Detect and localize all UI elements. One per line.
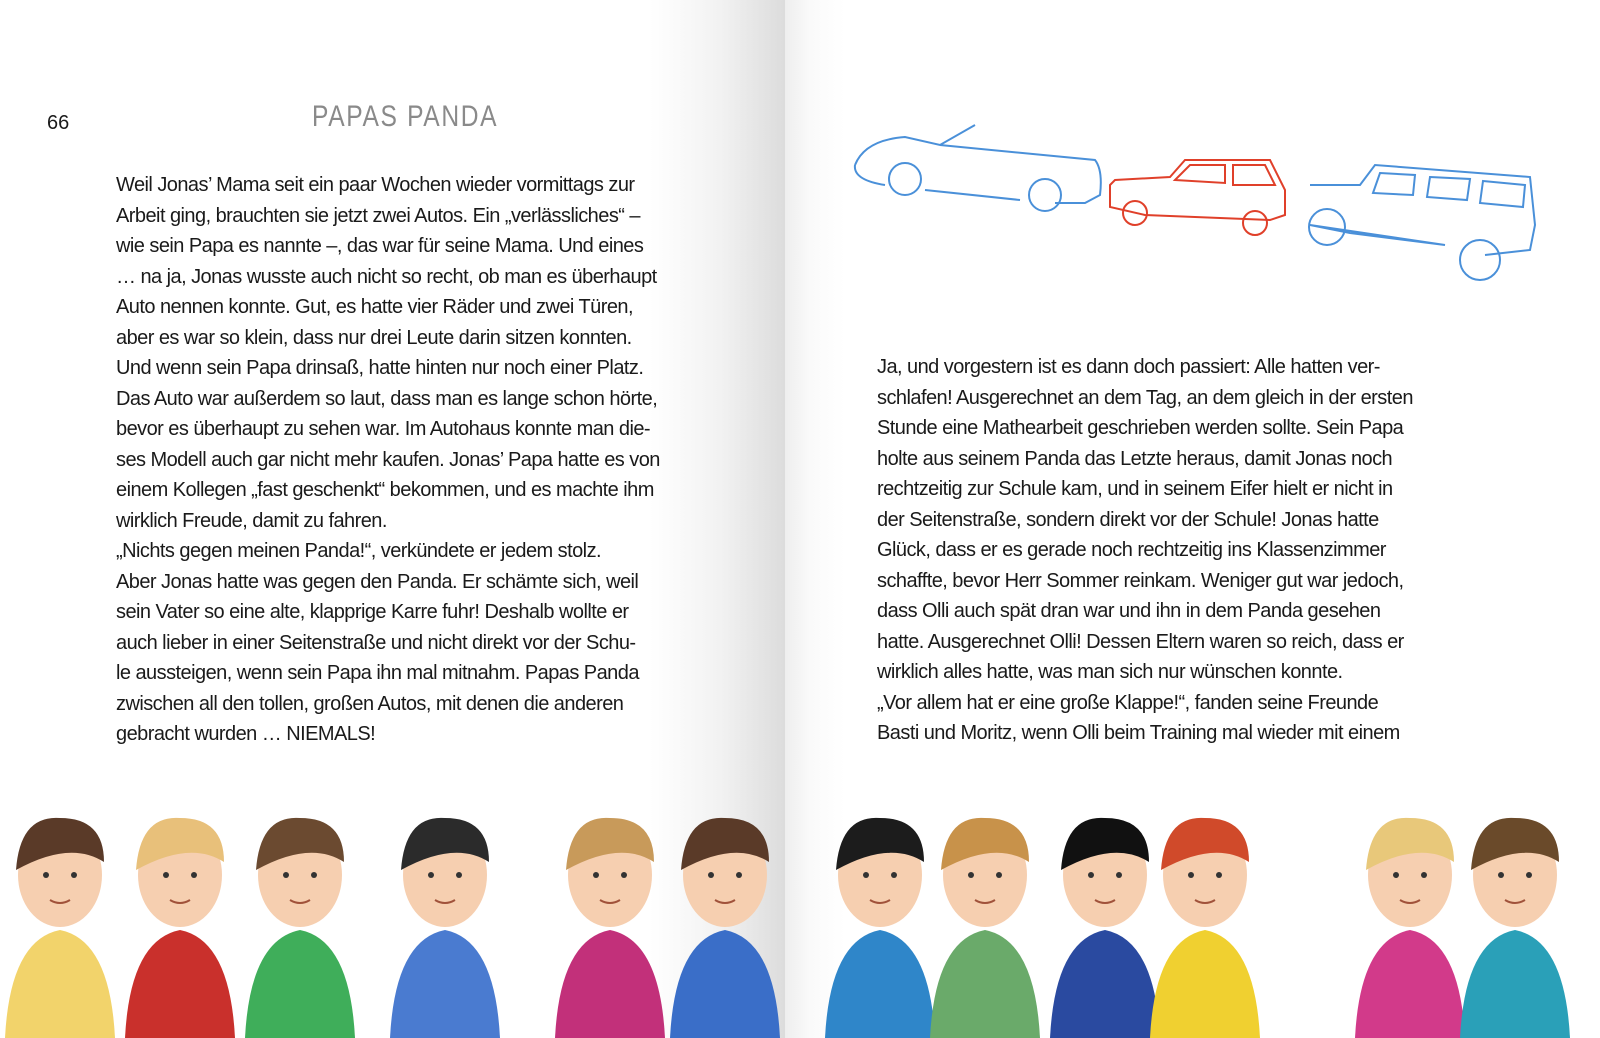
chapter-title: PAPAS PANDA <box>312 100 499 133</box>
children-illustration <box>0 790 1600 1038</box>
child-figure <box>1050 818 1160 1038</box>
suv-car-sketch <box>1309 165 1535 280</box>
page-number: 66 <box>47 112 70 134</box>
text-line: wirklich alles hatte, was man sich nur wünschen konnte. <box>877 661 1343 683</box>
child-figure <box>245 818 355 1038</box>
text-line: aber es war so klein, dass nur drei Leute darin sitzen konnten. <box>116 326 632 349</box>
text-line: auch lieber in einer Seitenstraße und nicht direkt vor der Schu- <box>116 631 636 654</box>
text-line: Weil Jonas’ Mama seit ein paar Wochen wieder vormittags zur <box>116 174 635 196</box>
text-line: zwischen all den tollen, großen Autos, mit denen die anderen <box>116 692 624 715</box>
convertible-car-sketch <box>855 125 1101 211</box>
text-line: Das Auto war außerdem so laut, dass man es lange schon hörte, <box>116 387 658 410</box>
child-figure <box>555 818 665 1038</box>
child-figure <box>1150 818 1260 1038</box>
text-line: … na ja, Jonas wusste auch nicht so recht, ob man es überhaupt <box>116 265 657 288</box>
text-line: Und wenn sein Papa drinsaß, hatte hinten nur noch einer Platz. <box>116 357 644 379</box>
text-line: Glück, dass er es gerade noch rechtzeitig ins Klassenzimmer <box>877 539 1386 561</box>
text-line: holte aus seinem Panda das Letzte heraus, damit Jonas noch <box>877 447 1393 470</box>
text-line: wie sein Papa es nannte –, das war für seine Mama. Und eines <box>116 235 644 257</box>
text-line: Stunde eine Mathearbeit geschrieben werden sollte. Sein Papa <box>877 417 1404 439</box>
text-line: sein Vater so eine alte, klapprige Karre fuhr! Deshalb wollte er <box>116 601 629 623</box>
text-line: bevor es überhaupt zu sehen war. Im Autohaus konnte man die- <box>116 418 651 440</box>
child-figure <box>670 818 780 1038</box>
text-line: gebracht wurden … NIEMALS! <box>116 723 376 745</box>
text-line: rechtzeitig zur Schule kam, und in seinem Eifer hielt er nicht in <box>877 478 1393 500</box>
child-figure <box>5 818 115 1038</box>
child-figure <box>1355 818 1465 1038</box>
child-figure <box>930 818 1040 1038</box>
text-line: dass Olli auch spät dran war und ihn in dem Panda gesehen <box>877 600 1381 622</box>
text-line: Auto nennen konnte. Gut, es hatte vier Räder und zwei Türen, <box>116 296 633 318</box>
child-figure <box>1460 818 1570 1038</box>
text-line: Aber Jonas hatte was gegen den Panda. Er schämte sich, weil <box>116 570 639 593</box>
text-line: Basti und Moritz, wenn Olli beim Training mal wieder mit einem <box>877 722 1400 744</box>
right-body-text <box>877 352 1413 749</box>
text-line: „Vor allem hat er eine große Klappe!“, fanden seine Freunde <box>877 691 1379 714</box>
text-line: wirklich Freude, damit zu fahren. <box>116 509 387 532</box>
child-figure <box>390 818 500 1038</box>
child-figure <box>825 818 935 1038</box>
text-line: Arbeit ging, brauchten sie jetzt zwei Autos. Ein „verlässliches“ – <box>116 204 640 227</box>
text-line: „Nichts gegen meinen Panda!“, verkündete er jedem stolz. <box>116 540 602 562</box>
text-line: ses Modell auch gar nicht mehr kaufen. Jonas’ Papa hatte es von <box>116 448 660 471</box>
text-line: schlafen! Ausgerechnet an dem Tag, an dem gleich in der ersten <box>877 386 1413 409</box>
left-body-text <box>116 170 660 750</box>
text-line: einem Kollegen „fast geschenkt“ bekommen, und es machte ihm <box>116 479 654 501</box>
text-line: le aussteigen, wenn sein Papa ihn mal mitnahm. Papas Panda <box>116 662 639 684</box>
child-figure <box>125 818 235 1038</box>
text-line: der Seitenstraße, sondern direkt vor der Schule! Jonas hatte <box>877 508 1379 531</box>
text-line: schaffte, bevor Herr Sommer reinkam. Weniger gut war jedoch, <box>877 569 1404 592</box>
text-line: Ja, und vorgestern ist es dann doch passiert: Alle hatten ver- <box>877 356 1380 378</box>
cars-illustration <box>845 115 1555 295</box>
text-line: hatte. Ausgerechnet Olli! Dessen Eltern waren so reich, dass er <box>877 630 1404 653</box>
panda-car-sketch <box>1110 160 1285 235</box>
